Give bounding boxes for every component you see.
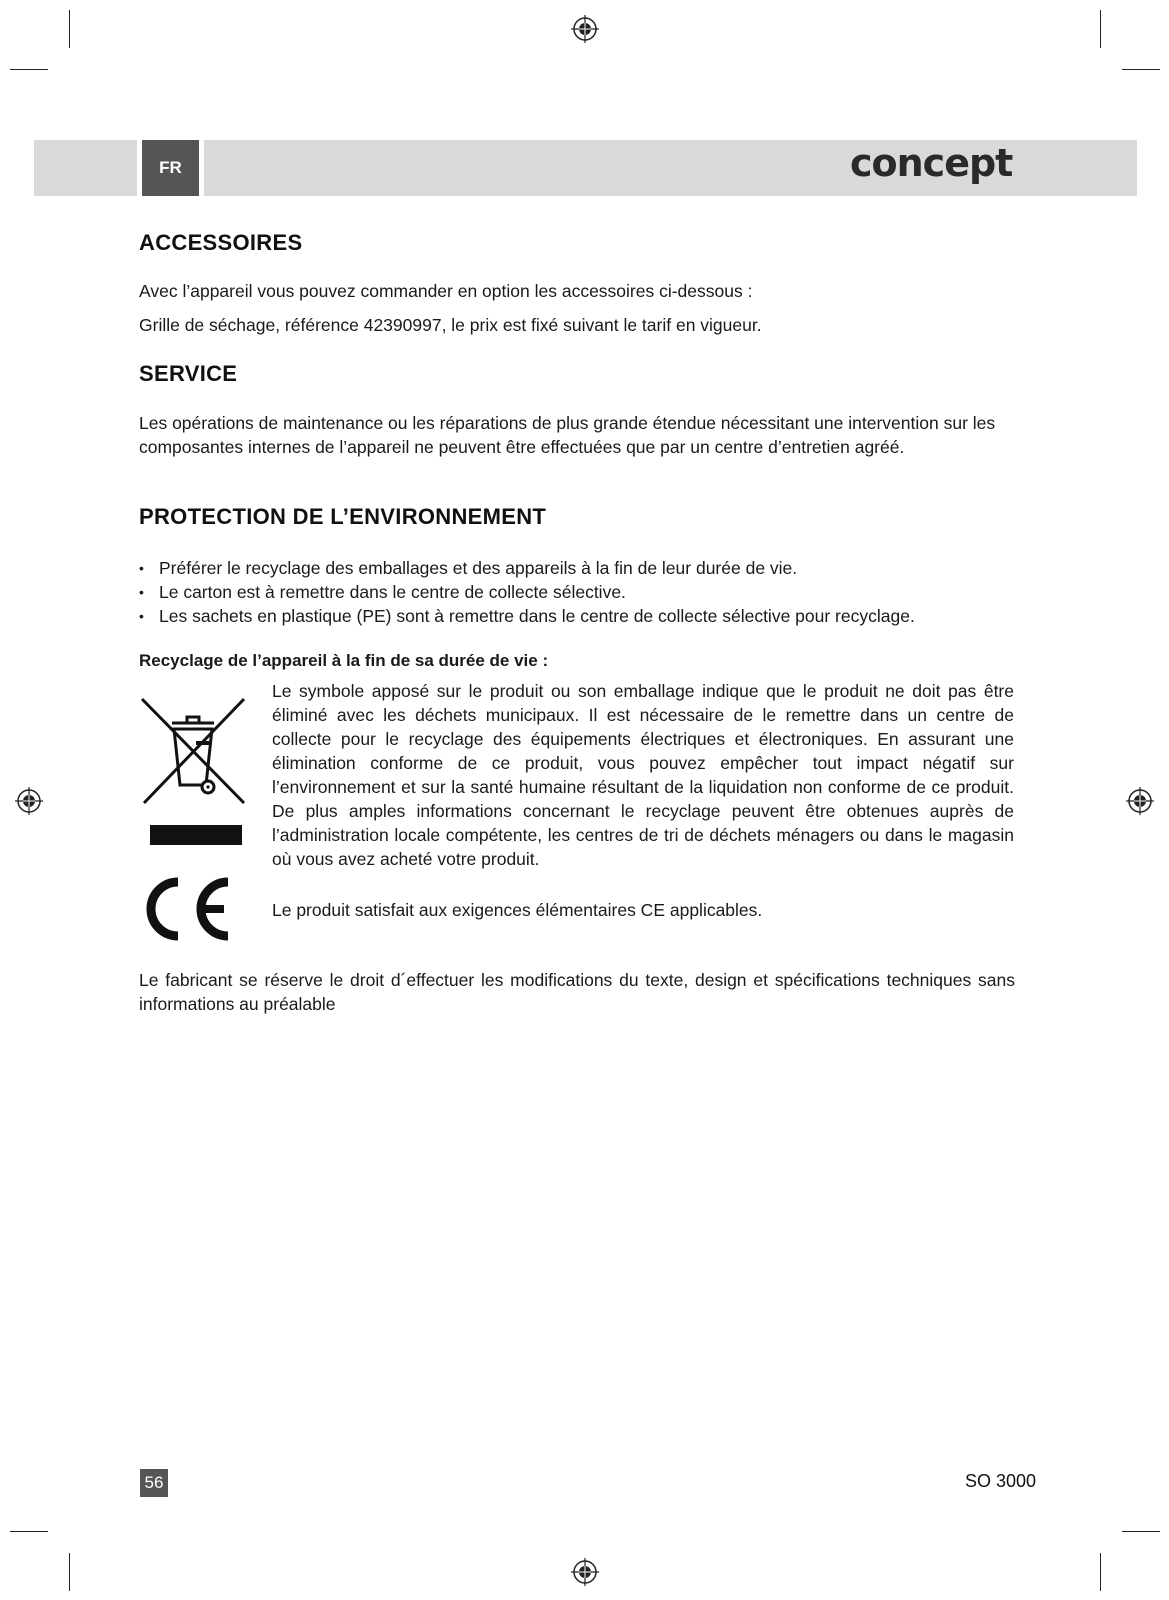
ce-paragraph: Le produit satisfait aux exigences élémentaires CE applicables.: [272, 900, 763, 920]
ce-mark-icon: [138, 876, 233, 942]
registration-mark-icon: [570, 14, 600, 44]
registration-mark-icon: [570, 1557, 600, 1587]
environment-bullet-list: [139, 556, 1019, 628]
header-band-divider: [199, 140, 204, 196]
crop-mark: [1100, 1553, 1101, 1591]
model-number: SO 3000: [965, 1471, 1037, 1491]
crop-mark: [69, 1553, 70, 1591]
section-title-service: SERVICE: [139, 361, 238, 386]
registration-mark-icon: [1125, 786, 1155, 816]
recycling-paragraph: Le symbole apposé sur le produit ou son emballage indique que le produit ne doit pas être éliminé avec les déchets municipaux. Il est nécessaire de le remettre dans un centre de collecte pour le recyclage des équipements électriques et électroniques. En assurant une élimination conforme de ce produit, vous pouvez empêcher tout impact négatif sur l’environnement et sur la santé humaine résultant de la liquidation non conforme de ce produit. De plus amples informations concernant le recyclage peuvent être obtenues auprès de l’administration locale compétente, les centres de tri de déchets ménagers ou dans le magasin où vous avez acheté votre produit.: [272, 681, 1014, 869]
language-badge: FR: [142, 140, 199, 196]
crop-mark: [1100, 10, 1101, 48]
crop-mark: [10, 69, 48, 70]
disclaimer-paragraph: Le fabricant se réserve le droit d´effectuer les modifications du texte, design et spécifications techniques sans informations au préalable: [139, 970, 1015, 1014]
list-item: • Préférer le recyclage des emballages et des appareils à la fin de leur durée de vie.: [139, 556, 1019, 580]
service-paragraph: Les opérations de maintenance ou les réparations de plus grande étendue nécessitant une intervention sur les composantes internes de l’appareil ne peuvent être effectuées que par un centre d’entretien agréé.: [139, 413, 996, 457]
crop-mark: [69, 10, 70, 48]
recycling-subtitle: Recyclage de l’appareil à la fin de sa durée de vie :: [139, 651, 549, 670]
crossed-out-wheelie-bin-icon: [140, 697, 248, 849]
brand-logo: [850, 142, 1030, 192]
accessories-paragraph-1: Avec l’appareil vous pouvez commander en option les accessoires ci-dessous :: [139, 281, 753, 301]
crop-mark: [1122, 1531, 1160, 1532]
accessories-paragraph-2: Grille de séchage, référence 42390997, le prix est fixé suivant le tarif en vigueur.: [139, 315, 762, 335]
registration-mark-icon: [14, 786, 44, 816]
brand-logo-text: concept: [850, 142, 1013, 185]
crop-mark: [1122, 69, 1160, 70]
list-item: • Les sachets en plastique (PE) sont à remettre dans le centre de collecte sélective pour recyclage.: [139, 604, 1019, 628]
page-number: 56: [140, 1469, 168, 1497]
crop-mark: [10, 1531, 48, 1532]
list-item: • Le carton est à remettre dans le centre de collecte sélective.: [139, 580, 1019, 604]
section-title-environment: PROTECTION DE L’ENVIRONNEMENT: [139, 504, 547, 529]
section-title-accessories: ACCESSOIRES: [139, 230, 303, 255]
